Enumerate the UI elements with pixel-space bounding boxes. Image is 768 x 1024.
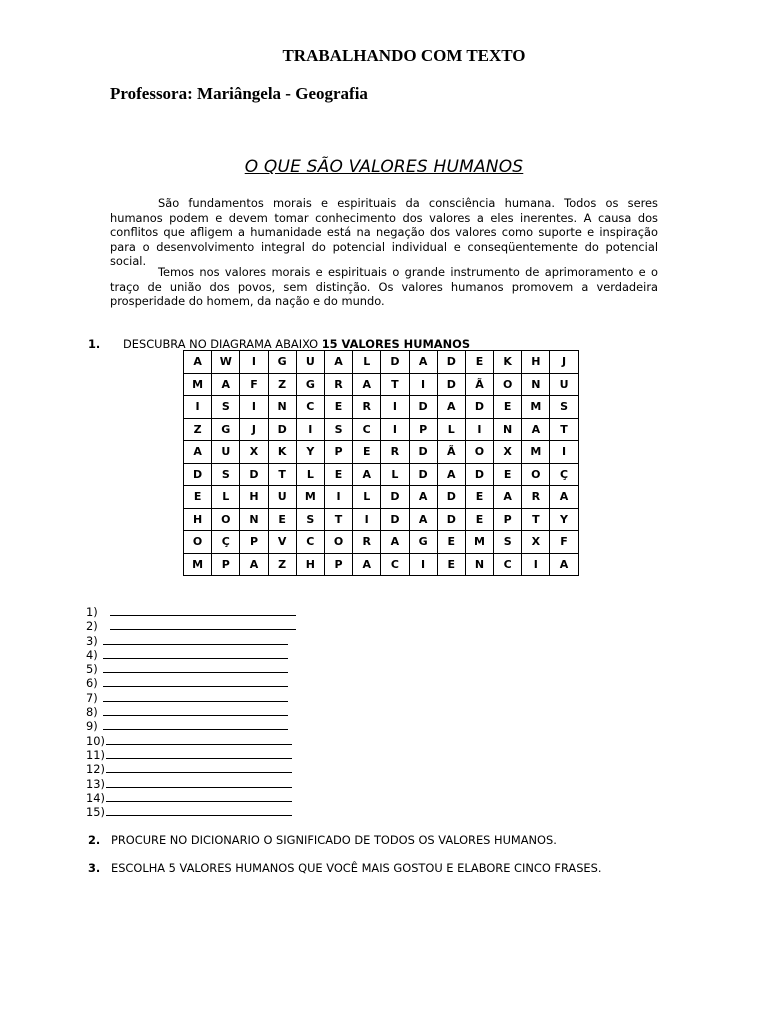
word-search-row	[184, 531, 579, 554]
word-search-cell: A	[550, 486, 578, 509]
word-search-cell: M	[522, 396, 550, 419]
word-search-cell: G	[268, 351, 296, 374]
word-search-cell: P	[324, 441, 352, 464]
answer-blank[interactable]	[106, 748, 292, 759]
answer-blank[interactable]	[103, 705, 288, 716]
word-search-cell: R	[381, 441, 409, 464]
word-search-cell: Z	[268, 553, 296, 576]
word-search-cell: M	[465, 531, 493, 554]
word-search-cell: D	[465, 463, 493, 486]
word-search-cell: X	[494, 441, 522, 464]
answer-line[interactable]	[86, 748, 296, 762]
word-search-cell: E	[465, 351, 493, 374]
question-2-text: PROCURE NO DICIONARIO O SIGNIFICADO DE TODOS OS VALORES HUMANOS.	[111, 833, 557, 847]
word-search-row	[184, 351, 579, 374]
word-search-cell: N	[522, 373, 550, 396]
answer-blank[interactable]	[103, 634, 288, 645]
answer-blank[interactable]	[103, 691, 288, 702]
word-search-cell: D	[381, 508, 409, 531]
word-search-cell: Ã	[437, 441, 465, 464]
answer-line-number: 12)	[86, 762, 105, 777]
word-search-cell: L	[353, 351, 381, 374]
word-search-cell: W	[212, 351, 240, 374]
word-search-cell: S	[212, 396, 240, 419]
word-search-cell: N	[268, 396, 296, 419]
word-search-cell: A	[409, 351, 437, 374]
answer-blank[interactable]	[103, 719, 288, 730]
answer-lines	[86, 605, 296, 819]
word-search-cell: U	[296, 351, 324, 374]
word-search-cell: M	[184, 373, 212, 396]
word-search-cell: G	[212, 418, 240, 441]
word-search-cell: P	[240, 531, 268, 554]
answer-line-number: 7)	[86, 690, 98, 705]
word-search-cell: L	[212, 486, 240, 509]
word-search-cell: R	[324, 373, 352, 396]
word-search-cell: U	[550, 373, 578, 396]
answer-line-number: 2)	[86, 619, 98, 634]
word-search-cell: U	[268, 486, 296, 509]
word-search-cell: D	[409, 463, 437, 486]
word-search-cell: S	[212, 463, 240, 486]
word-search-cell: S	[494, 531, 522, 554]
answer-line-number: 6)	[86, 676, 98, 691]
answer-line[interactable]	[86, 791, 296, 805]
word-search-cell: A	[409, 508, 437, 531]
word-search-cell: O	[324, 531, 352, 554]
word-search-cell: Y	[550, 508, 578, 531]
word-search-cell: O	[522, 463, 550, 486]
word-search-cell: H	[240, 486, 268, 509]
word-search-cell: E	[437, 553, 465, 576]
word-search-cell: Ã	[465, 373, 493, 396]
word-search-cell: U	[212, 441, 240, 464]
word-search-cell: A	[353, 373, 381, 396]
answer-blank[interactable]	[106, 777, 292, 788]
word-search-cell: D	[437, 508, 465, 531]
word-search-cell: I	[465, 418, 493, 441]
word-search-cell: D	[184, 463, 212, 486]
word-search-cell: Ç	[212, 531, 240, 554]
word-search-cell: A	[353, 553, 381, 576]
word-search-cell: C	[353, 418, 381, 441]
answer-blank[interactable]	[110, 605, 296, 616]
word-search-cell: S	[324, 418, 352, 441]
answer-line-number: 4)	[86, 647, 98, 662]
answer-line-number: 15)	[86, 805, 105, 820]
word-search-row	[184, 486, 579, 509]
word-search-cell: G	[296, 373, 324, 396]
word-search-cell: R	[522, 486, 550, 509]
answer-line[interactable]	[86, 805, 296, 819]
word-search-cell: E	[324, 463, 352, 486]
word-search-cell: T	[550, 418, 578, 441]
word-search-cell: T	[268, 463, 296, 486]
answer-line[interactable]	[86, 762, 296, 776]
answer-line[interactable]	[86, 691, 296, 705]
answer-blank[interactable]	[103, 648, 288, 659]
word-search-cell: O	[184, 531, 212, 554]
question-3-number: 3.	[88, 861, 101, 875]
word-search-cell: L	[437, 418, 465, 441]
word-search-cell: Ç	[550, 463, 578, 486]
word-search-cell: N	[465, 553, 493, 576]
paragraph-1-text: São fundamentos morais e espirituais da consciência humana. Todos os seres humanos podem e devem tomar conhecimento dos valores a eles inerentes. A causa dos conflitos que afligem a humanidade está na negação dos valores como suporte e inspiração para o desenvolvimento integral do potencial individual e conseqüentemente do potencial social.	[110, 196, 658, 269]
answer-line[interactable]	[86, 719, 296, 733]
word-search-cell: I	[240, 396, 268, 419]
answer-blank[interactable]	[106, 791, 292, 802]
word-search-cell: G	[409, 531, 437, 554]
word-search-cell: L	[296, 463, 324, 486]
word-search-cell: Y	[296, 441, 324, 464]
word-search-row	[184, 373, 579, 396]
word-search-row	[184, 396, 579, 419]
word-search-cell: I	[381, 418, 409, 441]
word-search-cell: I	[184, 396, 212, 419]
question-3-text: ESCOLHA 5 VALORES HUMANOS QUE VOCÊ MAIS GOSTOU E ELABORE CINCO FRASES.	[111, 861, 602, 875]
answer-line[interactable]	[86, 619, 296, 633]
word-search-cell: I	[409, 553, 437, 576]
word-search-cell: T	[324, 508, 352, 531]
answer-line[interactable]	[86, 605, 296, 619]
word-search-cell: A	[240, 553, 268, 576]
word-search-cell: I	[381, 396, 409, 419]
word-search-cell: I	[324, 486, 352, 509]
word-search-row	[184, 553, 579, 576]
word-search-cell: K	[268, 441, 296, 464]
answer-line-number: 5)	[86, 662, 98, 677]
word-search-cell: A	[184, 441, 212, 464]
word-search-cell: F	[240, 373, 268, 396]
word-search-cell: J	[240, 418, 268, 441]
answer-blank[interactable]	[106, 762, 292, 773]
question-1-text	[123, 337, 470, 351]
word-search-cell: E	[437, 531, 465, 554]
word-search-cell: C	[381, 553, 409, 576]
word-search-cell: P	[324, 553, 352, 576]
word-search-cell: P	[212, 553, 240, 576]
word-search-cell: C	[494, 553, 522, 576]
question-1-emphasis: 15 VALORES HUMANOS	[321, 337, 471, 351]
word-search-cell: C	[296, 396, 324, 419]
word-search-cell: E	[184, 486, 212, 509]
word-search-cell: A	[437, 463, 465, 486]
word-search-row	[184, 441, 579, 464]
word-search-cell: A	[494, 486, 522, 509]
word-search-cell: E	[324, 396, 352, 419]
answer-line[interactable]	[86, 662, 296, 676]
word-search-cell: I	[409, 373, 437, 396]
word-search-cell: R	[353, 531, 381, 554]
word-search-cell: D	[268, 418, 296, 441]
word-search-cell: E	[268, 508, 296, 531]
question-1-instruction: DESCUBRA NO DIAGRAMA ABAIXO	[123, 337, 322, 351]
word-search-cell: O	[494, 373, 522, 396]
word-search-cell: M	[296, 486, 324, 509]
word-search-cell: C	[296, 531, 324, 554]
question-2-number: 2.	[88, 833, 101, 847]
word-search-cell: T	[381, 373, 409, 396]
word-search-cell: A	[212, 373, 240, 396]
word-search-cell: P	[494, 508, 522, 531]
word-search-cell: M	[184, 553, 212, 576]
word-search-row	[184, 463, 579, 486]
word-search-cell: A	[409, 486, 437, 509]
word-search-cell: D	[437, 486, 465, 509]
word-search-cell: D	[409, 441, 437, 464]
answer-line[interactable]	[86, 634, 296, 648]
document-title: TRABALHANDO COM TEXTO	[282, 46, 526, 65]
answer-line[interactable]	[86, 648, 296, 662]
word-search-cell: A	[437, 396, 465, 419]
answer-line[interactable]	[86, 734, 296, 748]
word-search-cell: V	[268, 531, 296, 554]
answer-line[interactable]	[86, 705, 296, 719]
word-search-cell: D	[465, 396, 493, 419]
word-search-cell: D	[240, 463, 268, 486]
word-search-cell: R	[353, 396, 381, 419]
answer-blank[interactable]	[106, 734, 292, 745]
answer-blank[interactable]	[106, 805, 292, 816]
word-search-grid	[183, 350, 579, 576]
word-search-cell: E	[465, 508, 493, 531]
word-search-cell: S	[550, 396, 578, 419]
word-search-cell: D	[381, 486, 409, 509]
word-search-cell: D	[409, 396, 437, 419]
answer-blank[interactable]	[103, 676, 288, 687]
word-search-cell: F	[550, 531, 578, 554]
answer-line-number: 10)	[86, 733, 105, 748]
paragraph-1	[110, 196, 658, 269]
word-search-cell: H	[184, 508, 212, 531]
word-search-cell: D	[381, 351, 409, 374]
word-search-cell: A	[184, 351, 212, 374]
word-search-cell: Z	[184, 418, 212, 441]
word-search-cell: X	[522, 531, 550, 554]
word-search-cell: L	[381, 463, 409, 486]
word-search-cell: I	[522, 553, 550, 576]
word-search-cell: M	[522, 441, 550, 464]
word-search-cell: N	[240, 508, 268, 531]
answer-blank[interactable]	[110, 619, 296, 630]
word-search-cell: N	[494, 418, 522, 441]
word-search-cell: L	[353, 486, 381, 509]
word-search-cell: E	[494, 396, 522, 419]
word-search-cell: A	[324, 351, 352, 374]
paragraph-2	[110, 265, 658, 309]
word-search-cell: H	[522, 351, 550, 374]
word-search-row	[184, 508, 579, 531]
word-search-cell: O	[465, 441, 493, 464]
answer-line-number: 3)	[86, 633, 98, 648]
word-search-cell: A	[550, 553, 578, 576]
answer-line-number: 14)	[86, 790, 105, 805]
word-search-cell: I	[240, 351, 268, 374]
word-search-cell: I	[550, 441, 578, 464]
word-search-row	[184, 418, 579, 441]
word-search-cell: T	[522, 508, 550, 531]
word-search-cell: D	[437, 351, 465, 374]
word-search-cell: A	[353, 463, 381, 486]
answer-line-number: 13)	[86, 776, 105, 791]
word-search-cell: A	[381, 531, 409, 554]
word-search-cell: I	[296, 418, 324, 441]
word-search-cell: X	[240, 441, 268, 464]
word-search-cell: S	[296, 508, 324, 531]
word-search-cell: E	[353, 441, 381, 464]
answer-line-number: 8)	[86, 705, 98, 720]
answer-line-number: 9)	[86, 719, 98, 734]
word-search-cell: D	[437, 373, 465, 396]
paragraph-2-text: Temos nos valores morais e espirituais o grande instrumento de aprimoramento e o traço de união dos povos, sem distinção. Os valores humanos promovem a verdadeira prosperidade do homem, da nação e do mundo.	[110, 265, 658, 309]
word-search-cell: K	[494, 351, 522, 374]
teacher-line: Professora: Mariângela - Geografia	[110, 84, 368, 103]
answer-line[interactable]	[86, 676, 296, 690]
word-search-cell: E	[494, 463, 522, 486]
answer-line-number: 1)	[86, 605, 98, 619]
word-search-cell: J	[550, 351, 578, 374]
question-1-number: 1.	[88, 337, 101, 351]
answer-line-number: 11)	[86, 747, 105, 762]
word-search-cell: H	[296, 553, 324, 576]
word-search-cell: A	[522, 418, 550, 441]
word-search-cell: P	[409, 418, 437, 441]
word-search-cell: I	[353, 508, 381, 531]
word-search-cell: Z	[268, 373, 296, 396]
word-search-cell: E	[465, 486, 493, 509]
answer-line[interactable]	[86, 777, 296, 791]
word-search-cell: O	[212, 508, 240, 531]
section-heading: O QUE SÃO VALORES HUMANOS	[244, 157, 524, 177]
answer-blank[interactable]	[103, 662, 288, 673]
